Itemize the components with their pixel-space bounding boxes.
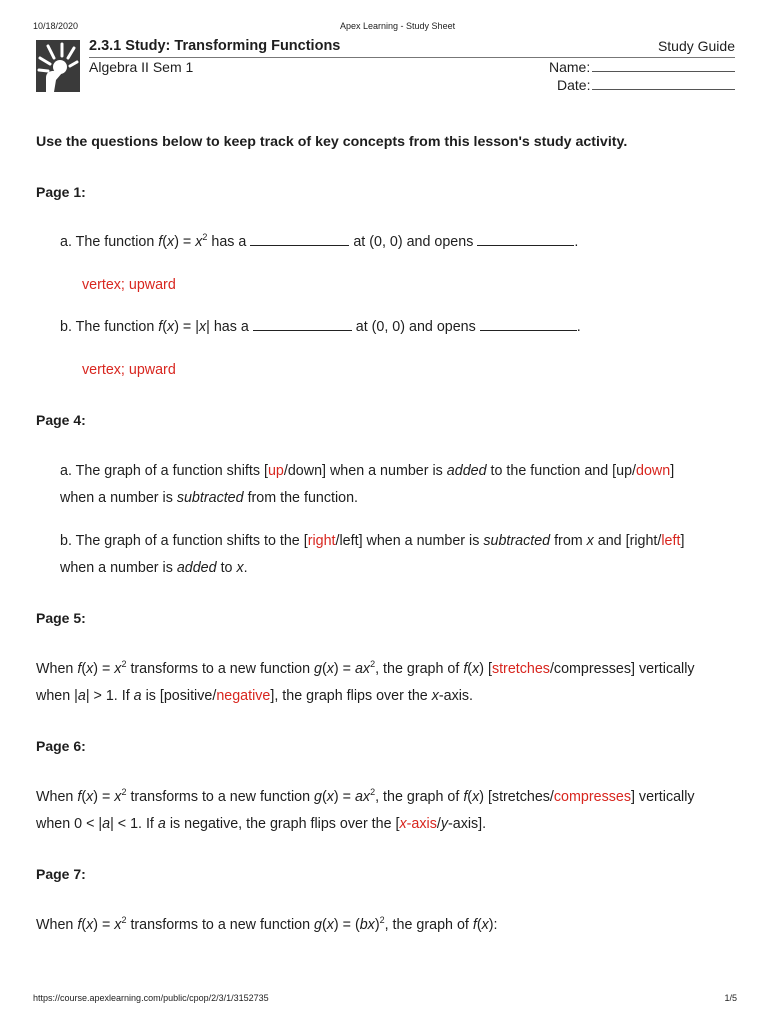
footer-page-number: 1/5 xyxy=(724,993,737,1003)
print-site-title: Apex Learning - Study Sheet xyxy=(340,21,456,31)
page4-question-a: a. The graph of a function shifts [up/down] when a number is added to the function and [up/down] when a number is subtracted from the function. xyxy=(60,463,675,506)
page7-text: When $f(x) = x^2$ transforms to a new function g(x) = (bx)$^2$, the graph of f(x): xyxy=(36,915,498,933)
course-name: Algebra II Sem 1 xyxy=(89,59,194,75)
page1-question-a: a. The function $f(x) = x^2$ has a at (0, 0) and opens . xyxy=(60,232,579,250)
page1-heading: Page 1: xyxy=(36,184,86,200)
name-label: Name: xyxy=(549,59,591,75)
footer-url[interactable]: https://course.apexlearning.com/public/cpop/2/3/1/3152735 xyxy=(33,993,269,1003)
page6-text: When $f(x) = x^2$ transforms to a new function $g(x) = ax^2$, the graph of f(x) [stretches/compresses] vertically when 0 < |a| < 1. If a is negative, the graph flips over the [x-axis/y-axis]. xyxy=(36,787,695,832)
page4-question-b: b. The graph of a function shifts to the [right/left] when a number is subtracted from x and [right/left] when a number is added to x. xyxy=(60,533,685,576)
name-field[interactable] xyxy=(592,71,735,72)
page1-answer-a: vertex; upward xyxy=(82,277,176,293)
page6-heading: Page 6: xyxy=(36,738,86,754)
page5-heading: Page 5: xyxy=(36,610,86,626)
page5-text: When $f(x) = x^2$ transforms to a new function $g(x) = ax^2$, the graph of f(x) [stretches/compresses] vertically when |a| > 1. If a is [positive/negative], the graph flips over the x-axis. xyxy=(36,659,695,704)
instructions: Use the questions below to keep track of key concepts from this lesson's study activity. xyxy=(36,134,628,150)
doc-title: 2.3.1 Study: Transforming Functions xyxy=(89,38,341,54)
date-field[interactable] xyxy=(592,89,735,90)
date-label: Date: xyxy=(557,77,591,93)
page1-question-b: b. The function f(x) = |x| has a at (0, 0) and opens . xyxy=(60,319,581,335)
page1-answer-b: vertex; upward xyxy=(82,362,176,378)
print-date: 10/18/2020 xyxy=(33,21,79,31)
apex-learning-logo-icon xyxy=(36,40,80,92)
study-guide-label: Study Guide xyxy=(657,38,735,54)
page4-heading: Page 4: xyxy=(36,412,86,428)
page7-heading: Page 7: xyxy=(36,866,86,882)
header-rule xyxy=(89,57,735,58)
